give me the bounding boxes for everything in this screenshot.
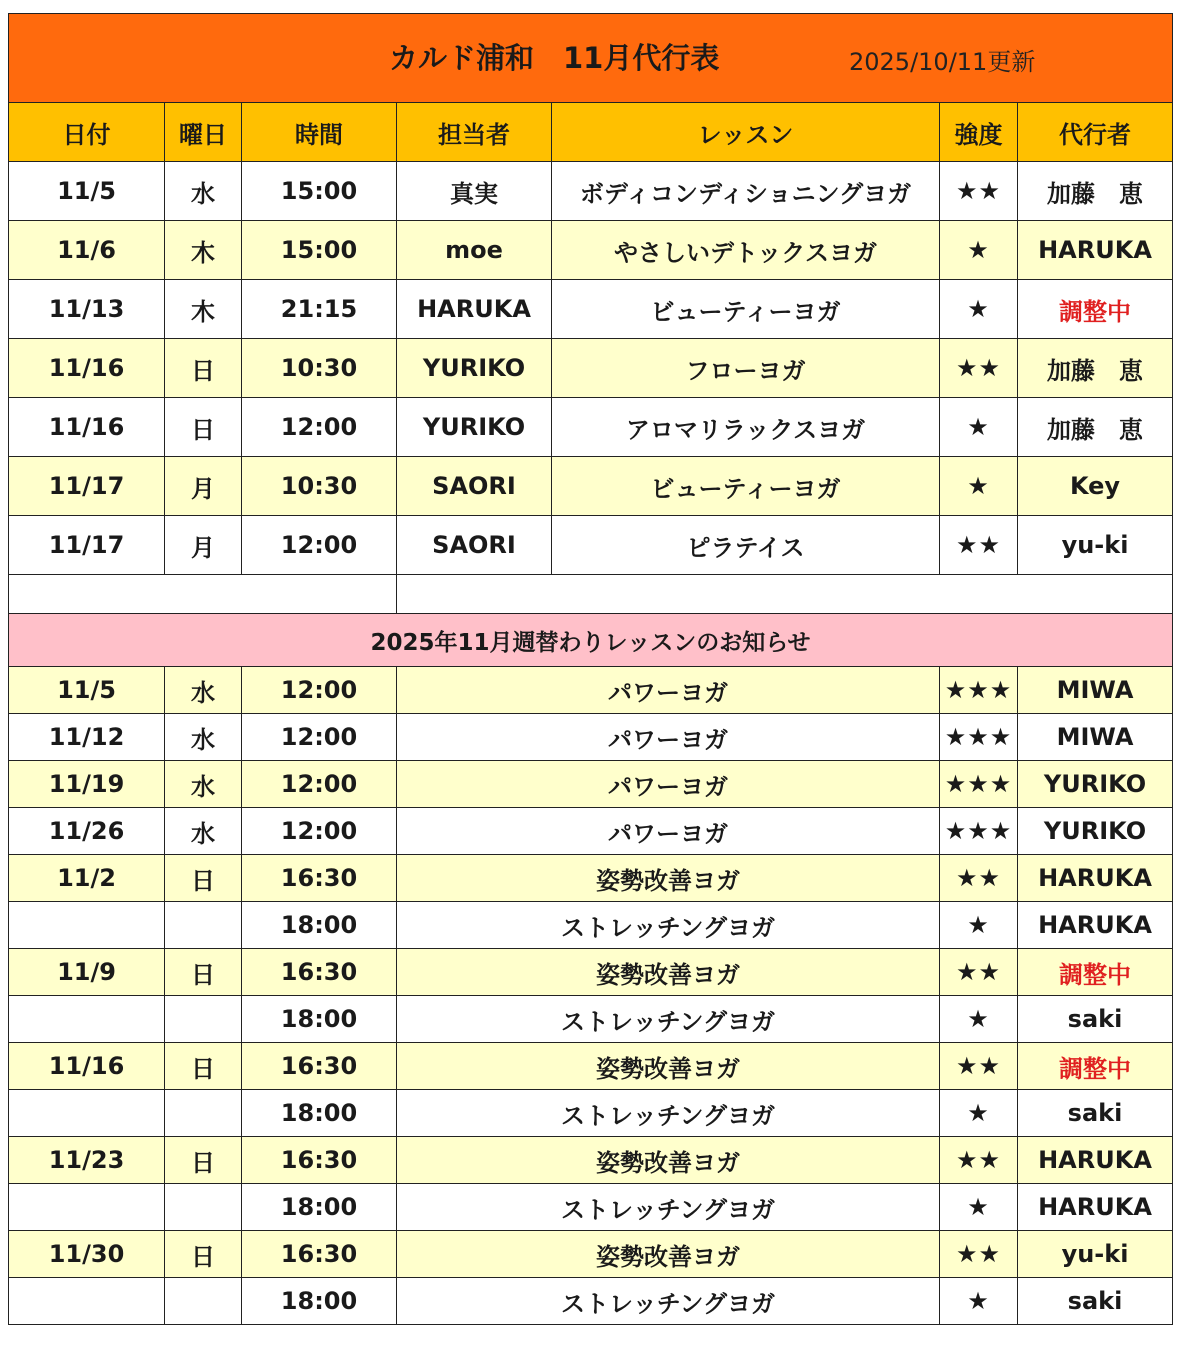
teacher-cell: 真実 <box>397 162 552 221</box>
time-cell: 18:00 <box>242 1278 397 1325</box>
level-cell: ★ <box>940 280 1018 339</box>
date-cell: 11/9 <box>9 949 165 996</box>
level-cell: ★ <box>940 1184 1018 1231</box>
lesson-cell: ストレッチングヨガ <box>397 1278 940 1325</box>
weekly-row <box>9 667 1173 714</box>
time-cell: 15:00 <box>242 162 397 221</box>
teacher-cell: HARUKA <box>397 280 552 339</box>
time-cell: 18:00 <box>242 902 397 949</box>
date-cell <box>9 902 165 949</box>
substitute-cell: yu-ki <box>1018 516 1173 575</box>
spacer-cell-right <box>397 575 1173 614</box>
substitute-row <box>9 457 1173 516</box>
header-lesson: レッスン <box>552 103 940 162</box>
date-cell: 11/26 <box>9 808 165 855</box>
date-cell: 11/2 <box>9 855 165 902</box>
day-cell <box>165 1090 242 1137</box>
date-cell: 11/16 <box>9 1043 165 1090</box>
lesson-cell: ビューティーヨガ <box>552 457 940 516</box>
substitute-cell: YURIKO <box>1018 761 1173 808</box>
level-cell: ★ <box>940 457 1018 516</box>
time-cell: 12:00 <box>242 761 397 808</box>
level-cell: ★★ <box>940 949 1018 996</box>
weekly-row <box>9 1043 1173 1090</box>
header-time: 時間 <box>242 103 397 162</box>
date-cell: 11/5 <box>9 667 165 714</box>
lesson-cell: 姿勢改善ヨガ <box>397 1043 940 1090</box>
updated-date: 2025/10/11更新 <box>849 48 1036 76</box>
weekly-row <box>9 1137 1173 1184</box>
day-cell: 水 <box>165 667 242 714</box>
level-cell: ★ <box>940 1090 1018 1137</box>
date-cell: 11/5 <box>9 162 165 221</box>
day-cell: 日 <box>165 855 242 902</box>
level-cell: ★★ <box>940 516 1018 575</box>
substitute-cell: saki <box>1018 1090 1173 1137</box>
level-cell: ★★ <box>940 162 1018 221</box>
substitute-cell: saki <box>1018 996 1173 1043</box>
level-cell: ★★★ <box>940 667 1018 714</box>
spacer-cell-left <box>9 575 397 614</box>
weekly-row <box>9 1278 1173 1325</box>
level-cell: ★★★ <box>940 761 1018 808</box>
day-cell: 月 <box>165 516 242 575</box>
title-wrap <box>9 14 1172 102</box>
day-cell: 水 <box>165 808 242 855</box>
lesson-cell: ピラテイス <box>552 516 940 575</box>
date-cell: 11/30 <box>9 1231 165 1278</box>
substitute-cell: Key <box>1018 457 1173 516</box>
day-cell: 木 <box>165 280 242 339</box>
time-cell: 18:00 <box>242 1090 397 1137</box>
weekly-row <box>9 1231 1173 1278</box>
substitute-cell: HARUKA <box>1018 1137 1173 1184</box>
level-cell: ★ <box>940 1278 1018 1325</box>
substitute-cell: MIWA <box>1018 714 1173 761</box>
lesson-cell: ボディコンディショニングヨガ <box>552 162 940 221</box>
day-cell <box>165 902 242 949</box>
substitute-cell: HARUKA <box>1018 902 1173 949</box>
weekly-row <box>9 761 1173 808</box>
date-cell: 11/19 <box>9 761 165 808</box>
lesson-cell: パワーヨガ <box>397 761 940 808</box>
substitute-row <box>9 339 1173 398</box>
substitute-cell: yu-ki <box>1018 1231 1173 1278</box>
substitute-cell: 調整中 <box>1018 949 1173 996</box>
time-cell: 18:00 <box>242 996 397 1043</box>
day-cell <box>165 1184 242 1231</box>
date-cell: 11/6 <box>9 221 165 280</box>
day-cell: 月 <box>165 457 242 516</box>
time-cell: 10:30 <box>242 339 397 398</box>
day-cell: 日 <box>165 1043 242 1090</box>
time-cell: 12:00 <box>242 516 397 575</box>
schedule-sheet <box>8 13 1172 1325</box>
lesson-cell: ストレッチングヨガ <box>397 996 940 1043</box>
lesson-cell: 姿勢改善ヨガ <box>397 1231 940 1278</box>
header-level: 強度 <box>940 103 1018 162</box>
time-cell: 12:00 <box>242 714 397 761</box>
substitute-cell: HARUKA <box>1018 855 1173 902</box>
teacher-cell: SAORI <box>397 516 552 575</box>
header-substitute: 代行者 <box>1018 103 1173 162</box>
header-row <box>9 103 1173 162</box>
substitute-row <box>9 221 1173 280</box>
title-row <box>9 14 1173 103</box>
time-cell: 12:00 <box>242 808 397 855</box>
level-cell: ★★ <box>940 855 1018 902</box>
notice-row <box>9 614 1173 667</box>
teacher-cell: YURIKO <box>397 398 552 457</box>
teacher-cell: SAORI <box>397 457 552 516</box>
date-cell <box>9 996 165 1043</box>
substitute-cell: YURIKO <box>1018 808 1173 855</box>
weekly-row <box>9 902 1173 949</box>
day-cell: 水 <box>165 162 242 221</box>
day-cell: 日 <box>165 398 242 457</box>
schedule-body <box>9 14 1173 1325</box>
lesson-cell: フローヨガ <box>552 339 940 398</box>
day-cell: 日 <box>165 1137 242 1184</box>
time-cell: 12:00 <box>242 398 397 457</box>
lesson-cell: パワーヨガ <box>397 808 940 855</box>
date-cell <box>9 1090 165 1137</box>
level-cell: ★★ <box>940 1137 1018 1184</box>
day-cell: 日 <box>165 949 242 996</box>
time-cell: 12:00 <box>242 667 397 714</box>
level-cell: ★ <box>940 902 1018 949</box>
lesson-cell: 姿勢改善ヨガ <box>397 1137 940 1184</box>
time-cell: 15:00 <box>242 221 397 280</box>
time-cell: 16:30 <box>242 949 397 996</box>
notice-banner: 2025年11月週替わりレッスンのお知らせ <box>9 614 1173 667</box>
day-cell: 木 <box>165 221 242 280</box>
schedule-table <box>8 13 1173 1325</box>
day-cell <box>165 1278 242 1325</box>
day-cell: 日 <box>165 1231 242 1278</box>
date-cell <box>9 1278 165 1325</box>
title-cell <box>9 14 1173 103</box>
lesson-cell: ストレッチングヨガ <box>397 1184 940 1231</box>
header-day: 曜日 <box>165 103 242 162</box>
level-cell: ★ <box>940 221 1018 280</box>
substitute-row <box>9 398 1173 457</box>
weekly-row <box>9 808 1173 855</box>
level-cell: ★ <box>940 996 1018 1043</box>
time-cell: 16:30 <box>242 1137 397 1184</box>
substitute-cell: saki <box>1018 1278 1173 1325</box>
page-title: カルド浦和 11月代行表 <box>389 41 720 75</box>
level-cell: ★ <box>940 398 1018 457</box>
date-cell: 11/17 <box>9 516 165 575</box>
level-cell: ★★★ <box>940 714 1018 761</box>
weekly-row <box>9 949 1173 996</box>
substitute-cell: HARUKA <box>1018 1184 1173 1231</box>
weekly-row <box>9 1090 1173 1137</box>
time-cell: 16:30 <box>242 855 397 902</box>
time-cell: 10:30 <box>242 457 397 516</box>
teacher-cell: YURIKO <box>397 339 552 398</box>
lesson-cell: ビューティーヨガ <box>552 280 940 339</box>
date-cell: 11/16 <box>9 339 165 398</box>
day-cell: 水 <box>165 761 242 808</box>
weekly-row <box>9 714 1173 761</box>
lesson-cell: 姿勢改善ヨガ <box>397 855 940 902</box>
substitute-cell: 加藤 恵 <box>1018 162 1173 221</box>
header-date: 日付 <box>9 103 165 162</box>
date-cell: 11/16 <box>9 398 165 457</box>
substitute-cell: MIWA <box>1018 667 1173 714</box>
date-cell: 11/23 <box>9 1137 165 1184</box>
date-cell: 11/13 <box>9 280 165 339</box>
day-cell <box>165 996 242 1043</box>
level-cell: ★★★ <box>940 808 1018 855</box>
level-cell: ★★ <box>940 1043 1018 1090</box>
time-cell: 16:30 <box>242 1231 397 1278</box>
lesson-cell: パワーヨガ <box>397 667 940 714</box>
date-cell: 11/12 <box>9 714 165 761</box>
substitute-cell: HARUKA <box>1018 221 1173 280</box>
spacer-row <box>9 575 1173 614</box>
lesson-cell: 姿勢改善ヨガ <box>397 949 940 996</box>
substitute-cell: 調整中 <box>1018 1043 1173 1090</box>
time-cell: 18:00 <box>242 1184 397 1231</box>
level-cell: ★★ <box>940 1231 1018 1278</box>
date-cell <box>9 1184 165 1231</box>
substitute-cell: 調整中 <box>1018 280 1173 339</box>
time-cell: 21:15 <box>242 280 397 339</box>
day-cell: 水 <box>165 714 242 761</box>
level-cell: ★★ <box>940 339 1018 398</box>
lesson-cell: やさしいデトックスヨガ <box>552 221 940 280</box>
substitute-cell: 加藤 恵 <box>1018 398 1173 457</box>
weekly-row <box>9 1184 1173 1231</box>
substitute-row <box>9 516 1173 575</box>
substitute-cell: 加藤 恵 <box>1018 339 1173 398</box>
weekly-row <box>9 855 1173 902</box>
weekly-row <box>9 996 1173 1043</box>
day-cell: 日 <box>165 339 242 398</box>
substitute-row <box>9 280 1173 339</box>
date-cell: 11/17 <box>9 457 165 516</box>
lesson-cell: アロマリラックスヨガ <box>552 398 940 457</box>
lesson-cell: ストレッチングヨガ <box>397 902 940 949</box>
time-cell: 16:30 <box>242 1043 397 1090</box>
substitute-row <box>9 162 1173 221</box>
lesson-cell: パワーヨガ <box>397 714 940 761</box>
lesson-cell: ストレッチングヨガ <box>397 1090 940 1137</box>
teacher-cell: moe <box>397 221 552 280</box>
header-teacher: 担当者 <box>397 103 552 162</box>
